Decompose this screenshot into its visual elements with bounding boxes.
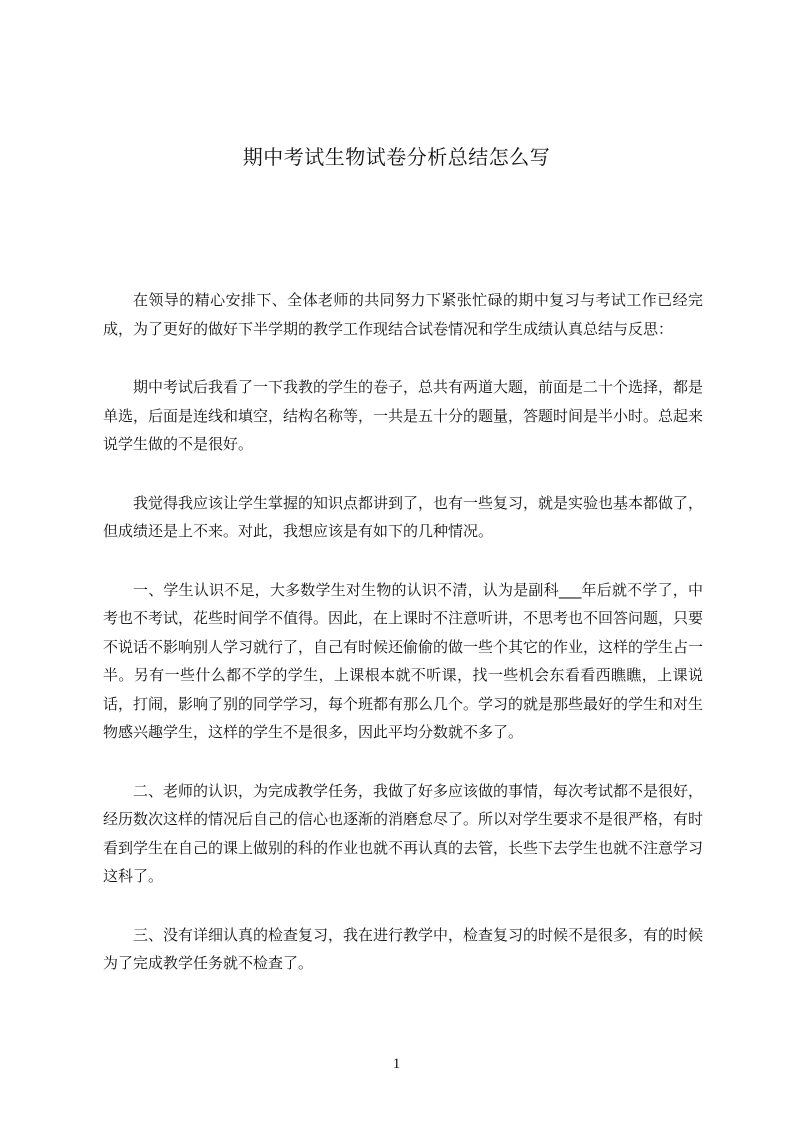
paragraph-exam-overview: 期中考试后我看了一下我教的学生的卷子，总共有两道大题，前面是二十个选择，都是单选，后面是连线和填空，结构名称等，一共是五十分的题量，答题时间是半小时。总起来说学生做的不是很好。 [103,378,704,453]
document-title: 期中考试生物试卷分析总结怎么写 [242,145,551,169]
paragraph-reflection: 我觉得我应该让学生掌握的知识点都讲到了，也有一些复习，就是实验也基本都做了，但成绩还是上不来。对此，我想应该是有如下的几种情况。 [103,493,704,540]
paragraph-reason-two: 二、老师的认识，为完成教学任务，我做了好多应该做的事情，每次考试都不是很好，经历数次这样的情况后自己的信心也逐渐的消磨怠尽了。所以对学生要求不是很严格，有时看到学生在自己的课上做别的科的作业也就不再认真的去管，长些下去学生也就不注意学习这科了。 [103,781,704,885]
paragraph-reason-one: 一、学生认识不足，大多数学生对生物的认识不清，认为是副科___年后就不学了，中考也不考试，花些时间学不值得。因此，在上课时不注意听讲，不思考也不回答问题，只要不说话不影响别人学习就行了，自己有时候还偷偷的做一些个其它的作业，这样的学生占一半。另有一些什么都不学的学生，上课根本就不听课，找一些机会东看看西瞧瞧，上课说话，打闹，影响了别的同学学习，每个班都有那么几个。学习的就是那些最好的学生和对生物感兴趣学生，这样的学生不是很多，因此平均分数就不多了。 [103,580,704,741]
page-number: 1 [392,1056,401,1072]
paragraph-intro: 在领导的精心安排下、全体老师的共同努力下紧张忙碌的期中复习与考试工作已经完成，为了更好的做好下半学期的教学工作现结合试卷情况和学生成绩认真总结与反思： [103,291,703,338]
document-body [103,286,703,1008]
paragraph-reason-three: 三、没有详细认真的检查复习，我在进行教学中，检查复习的时候不是很多，有的时候为了完成教学任务就不检查了。 [103,925,704,972]
